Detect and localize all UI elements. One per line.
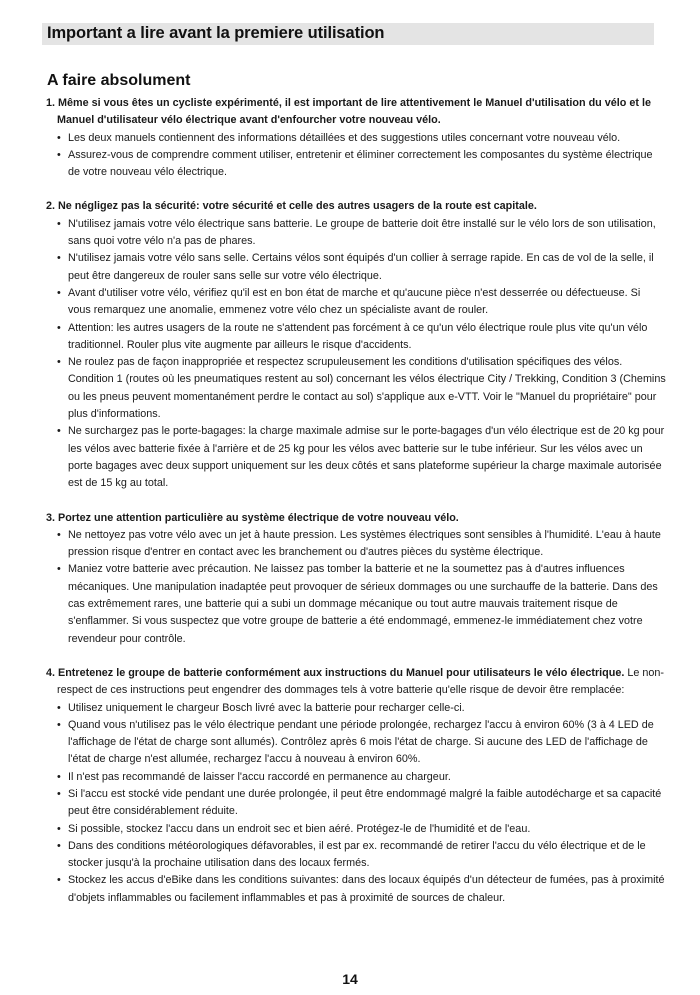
bullet-item: • Si possible, stockez l'accu dans un endroit sec et bien aéré. Protégez-le de l'humidité et de l'eau. — [68, 821, 666, 838]
instructions-list — [46, 95, 666, 907]
bullet-list — [46, 130, 666, 182]
item-heading: 2. Ne négligez pas la sécurité: votre sécurité et celle des autres usagers de la route est capitale. — [46, 200, 537, 213]
bullet-item: • Si l'accu est stocké vide pendant une durée prolongée, il peut être endommagé malgré la faible autodécharge et sa capacité peut être considérablement réduite. — [68, 786, 666, 821]
bullet-item: • Avant d'utiliser votre vélo, vérifiez qu'il est en bon état de marche et qu'aucune pièce n'est desserrée ou défectueuse. Si vous remarquez une anomalie, emmenez votre vélo chez un spécialiste avant de rouler. — [68, 285, 666, 320]
instruction-item-4 — [46, 665, 666, 907]
bullet-item: • Assurez-vous de comprendre comment utiliser, entretenir et éliminer correctement les composantes du système électrique de votre nouveau vélo électrique. — [68, 147, 666, 182]
bullet-item: • Ne nettoyez pas votre vélo avec un jet à haute pression. Les systèmes électriques sont sensibles à l'humidité. L'eau à haute pression risque d'entrer en contact avec les branchement ou d'autres pièces du système électrique. — [68, 527, 666, 562]
bullet-item: • Les deux manuels contiennent des informations détaillées et des suggestions utiles concernant votre nouveau vélo. — [68, 130, 666, 147]
title-bar — [42, 23, 654, 45]
instruction-item-1 — [46, 95, 666, 181]
bullet-item: • Attention: les autres usagers de la route ne s'attendent pas forcément à ce qu'un vélo électrique roule plus vite qu'un vélo traditionnel. Rouler plus vite augmente par ailleurs le risque d'accidents. — [68, 320, 666, 355]
item-heading-tail: Le non-respect de ces instructions peut engendrer des dommages tels à votre batterie qu'elle risque de devoir être remplacée: — [57, 666, 664, 697]
bullet-list — [46, 700, 666, 908]
item-heading: 1. Même si vous êtes un cycliste expérimenté, il est important de lire attentivement le Manuel d'utilisation du vélo et le Manuel d'utilisateur vélo électrique avant d'enfourcher votre nouveau vélo. — [46, 97, 651, 127]
bullet-item: • Dans des conditions météorologiques défavorables, il est par ex. recommandé de retirer l'accu du vélo électrique et de le stocker jusqu'à la prochaine utilisation dans des locaux fermés. — [68, 838, 666, 873]
bullet-list — [46, 216, 666, 493]
bullet-item: • N'utilisez jamais votre vélo électrique sans batterie. Le groupe de batterie doit être installé sur le vélo lors de son utilisation, sans quoi votre vélo n'a pas de phares. — [68, 216, 666, 251]
bullet-item: • Ne roulez pas de façon inappropriée et respectez scrupuleusement les conditions d'utilisation spécifiques des vélos. Condition 1 (routes où les pneumatiques restent au sol) concernant les vélos électrique City / Trekking, Condition 3 (Chemins ou les pneus peuvent momentanément perdre le contact au sol) s'applique aux e-VTT. Voir le "Manuel du propriétaire" pour plus d'informations. — [68, 354, 666, 423]
bullet-item: • Quand vous n'utilisez pas le vélo électrique pendant une période prolongée, rechargez l'accu à environ 60% (3 à 4 LED de l'affichage de l'état de charge sont allumés). Contrôlez après 6 mois l'état de charge. Si aucune des LED de l'affichage de l'état de charge n'est allumée, rechargez l'accu à nouveau à environ 60%. — [68, 717, 666, 769]
bullet-item: • Utilisez uniquement le chargeur Bosch livré avec la batterie pour recharger celle-ci. — [68, 700, 666, 717]
bullet-item: • Stockez les accus d'eBike dans les conditions suivantes: dans des locaux équipés d'un détecteur de fumées, pas à proximité d'objets inflammables ou facilement inflammables et pas à proximité de sources de chaleur. — [68, 872, 666, 907]
item-heading: 3. Portez une attention particulière au système électrique de votre nouveau vélo. — [46, 511, 459, 524]
page-number: 14 — [342, 971, 358, 987]
bullet-item: • Il n'est pas recommandé de laisser l'accu raccordé en permanence au chargeur. — [68, 769, 666, 786]
section-heading: A faire absolument — [47, 72, 191, 89]
item-heading — [46, 665, 666, 700]
instruction-item-3 — [46, 510, 666, 648]
page-title: Important a lire avant la premiere utilisation — [47, 24, 385, 42]
bullet-item: • Ne surchargez pas le porte-bagages: la charge maximale admise sur le porte-bagages d'un vélo électrique est de 20 kg pour les vélos avec batterie fixée à l'arrière et de 25 kg pour les vélos avec batterie sur le tube inférieur. Sur les vélos avec un porte bagages avec deux support uniquement sur les deux côtés et sans plateforme supérieur la charge maximale autorisée est de 15 kg au total. — [68, 423, 666, 492]
bullet-item: • N'utilisez jamais votre vélo sans selle. Certains vélos sont équipés d'un collier à serrage rapide. En cas de vol de la selle, il peut être dangereux de rouler sans selle sur votre vélo électrique. — [68, 250, 666, 285]
item-heading-bold: 4. Entretenez le groupe de batterie conformément aux instructions du Manuel pour utilisateurs le vélo électrique. — [46, 666, 625, 679]
bullet-item: • Maniez votre batterie avec précaution. Ne laissez pas tomber la batterie et ne la soumettez pas à d'autres influences mécaniques. Une manipulation inadaptée peut provoquer de sérieux dommages ou une surchauffe de la batterie. Dans des cas extrêmement rares, une batterie qui a subi un dommage mécanique ou tout autre mauvais traitement risque de s'enflammer. Si vous suspectez que votre groupe de batterie a été endommagé, emmenez-le immédiatement chez votre revendeur pour contrôle. — [68, 561, 666, 647]
bullet-list — [46, 527, 666, 648]
instruction-item-2 — [46, 198, 666, 492]
